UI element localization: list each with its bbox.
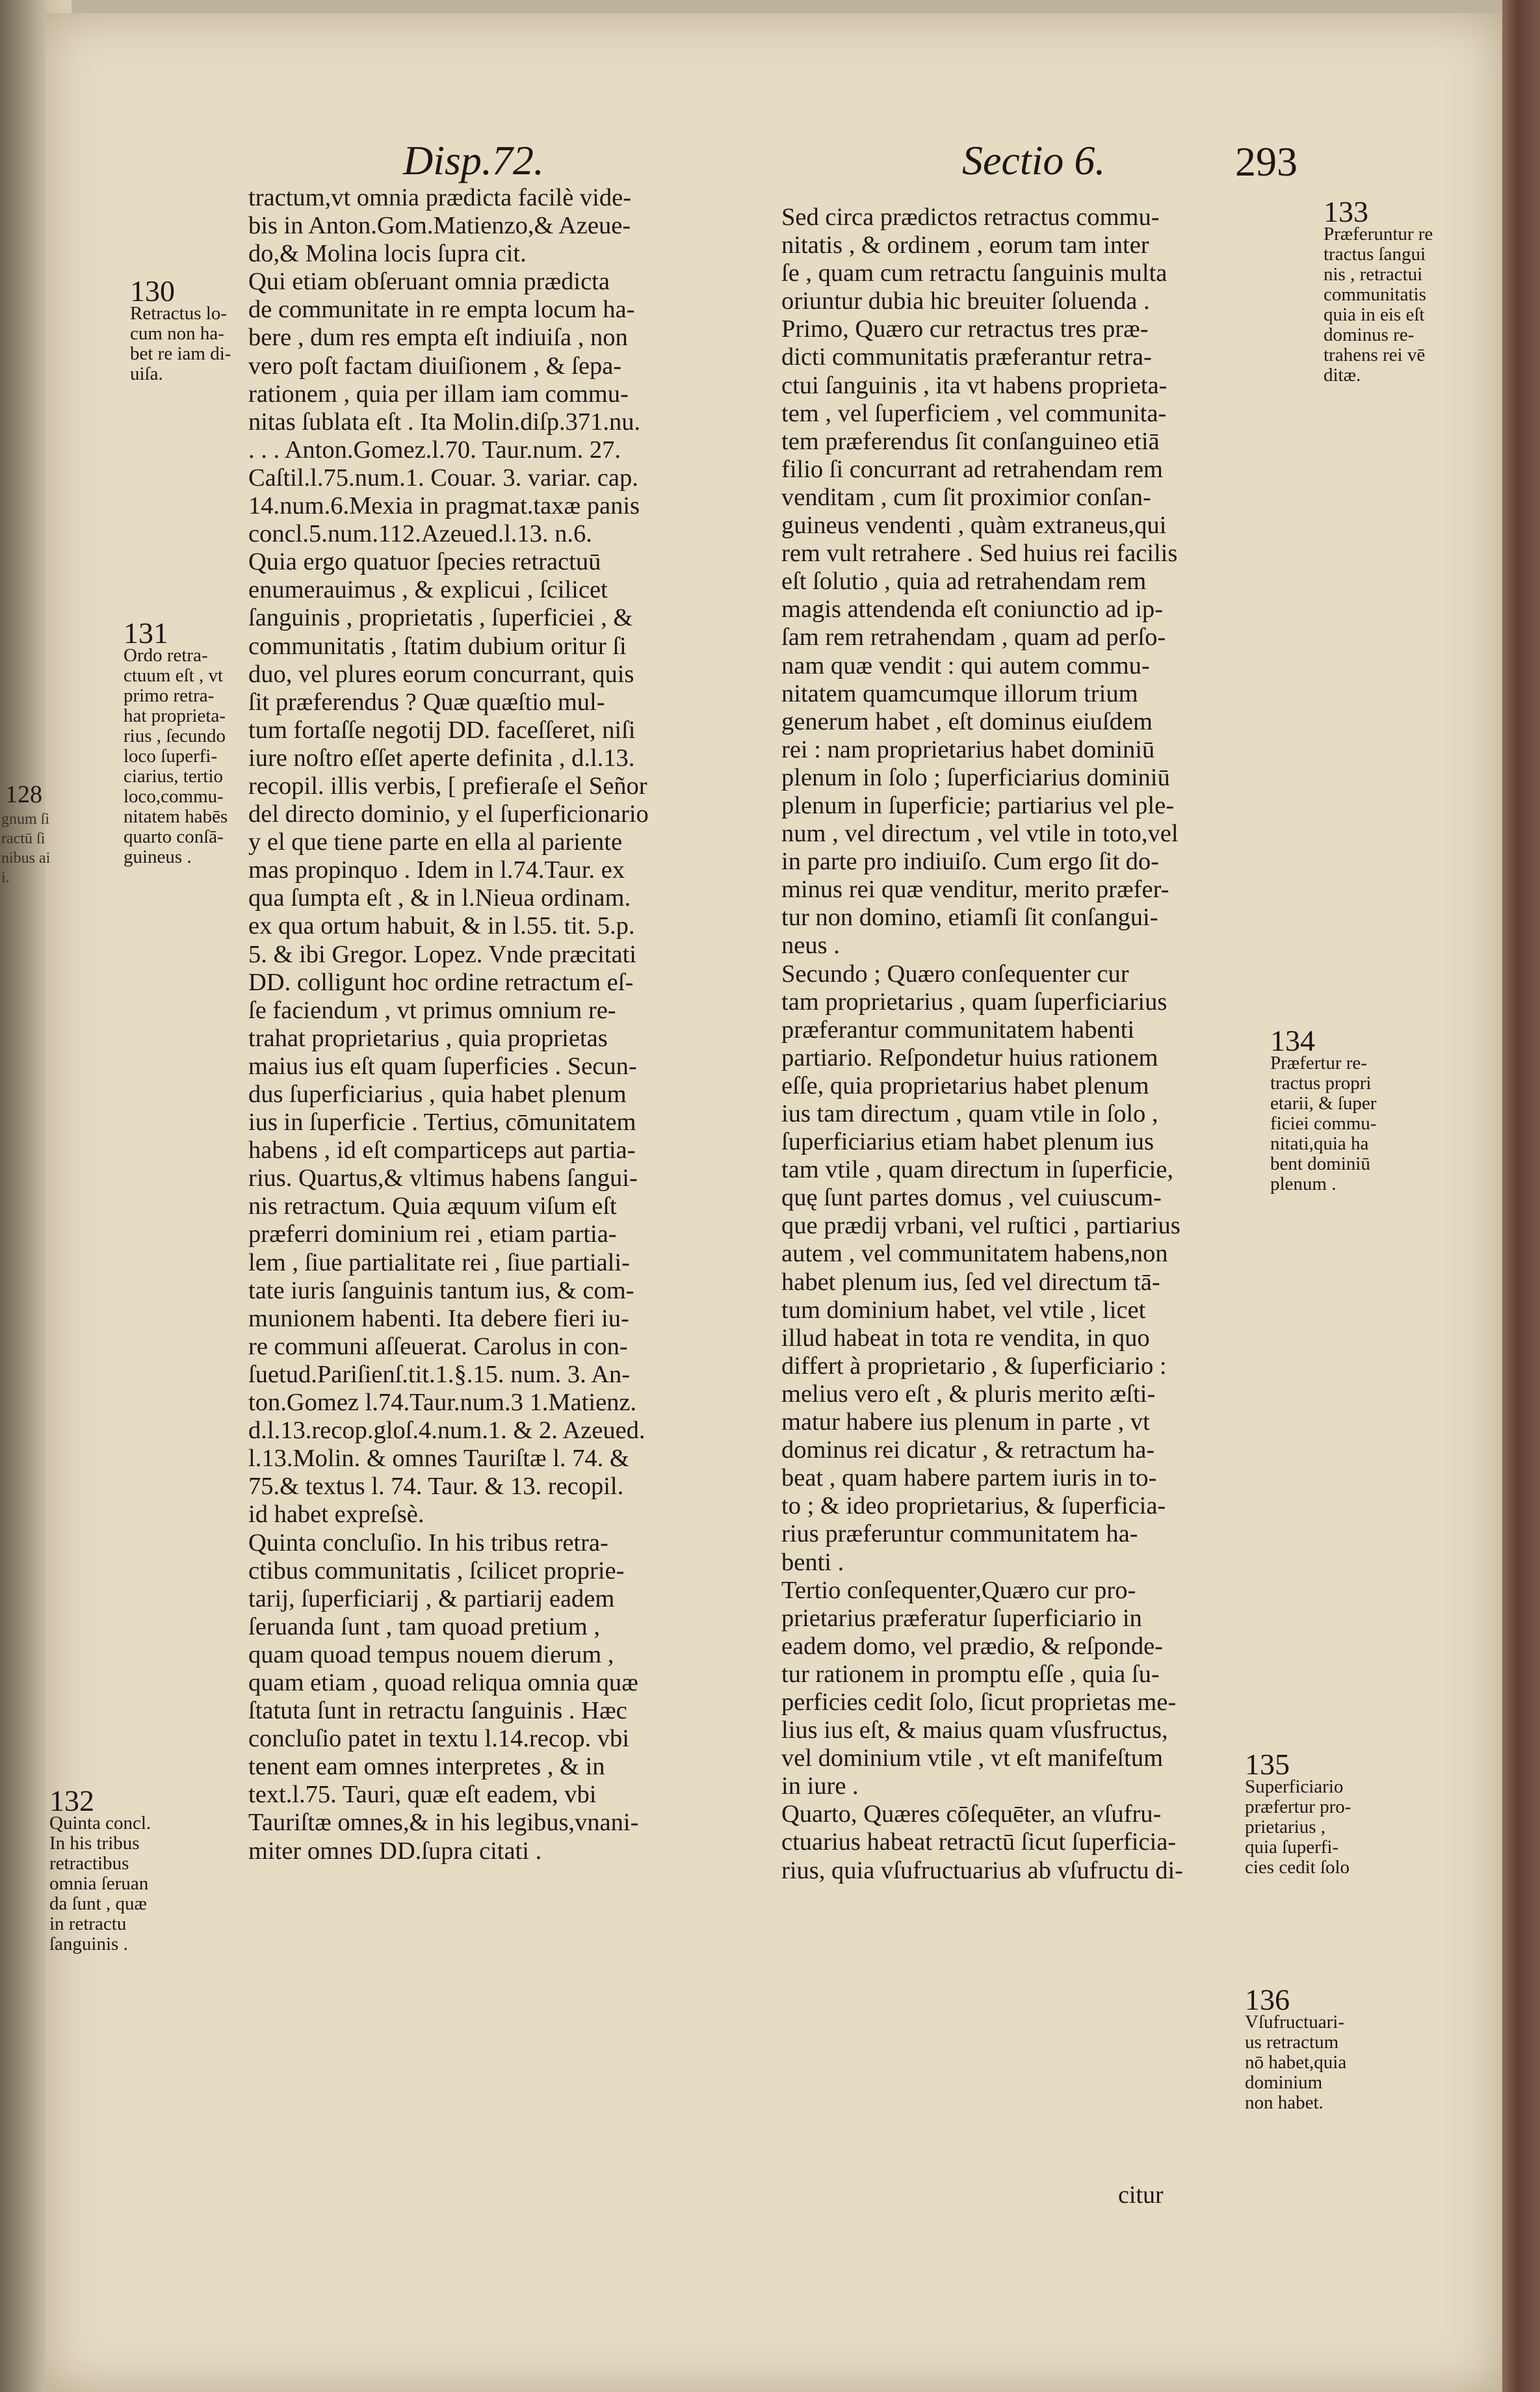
text-line: ſeruanda ſunt , tam quoad pretium ,: [248, 1612, 600, 1640]
margin-note-line: dominus re-: [1324, 324, 1415, 345]
margin-note-line: In his tribus: [49, 1833, 140, 1854]
text-line: eſſe, quia proprietarius habet plenum: [781, 1071, 1149, 1099]
text-line: in parte pro indiuiſo. Cum ergo ſit do-: [781, 848, 1159, 876]
text-line: Quarto, Quæres cōſequēter, an vſufru-: [781, 1800, 1162, 1828]
text-line: tum dominium habet, vel vtile , licet: [781, 1296, 1146, 1324]
margin-note-line: Vſufructuari-: [1245, 2012, 1344, 2032]
text-line: tam proprietarius , quam ſuperficiarius: [781, 988, 1168, 1016]
text-line: ius in ſuperficie . Tertius, cōmunitatem: [248, 1109, 636, 1137]
text-line: enumerauimus , & explicui , ſcilicet: [248, 576, 608, 604]
text-line: re communi aſſeuerat. Carolus in con-: [248, 1332, 628, 1360]
text-line: ſtatuta ſunt in retractu ſanguinis . Hæc: [248, 1697, 627, 1725]
text-line: partiario. Reſpondetur huius rationem: [781, 1044, 1158, 1071]
text-line: concl.5.num.112.Azeued.l.13. n.6.: [248, 520, 592, 548]
margin-note-line: rius , ſecundo: [124, 726, 226, 746]
text-line: matur habere ius plenum in parte , vt: [781, 1408, 1150, 1436]
right-text-column: [781, 204, 1288, 1885]
text-line: bis in Anton.Gom.Matienzo,& Azeue-: [248, 212, 631, 240]
margin-note-line: Quinta concl.: [49, 1813, 151, 1833]
text-line: plenum in ſolo ; ſuperficiarius dominiū: [781, 763, 1170, 791]
margin-note-line: ctuum eſt , vt: [124, 665, 224, 686]
text-line: plenum in ſuperficie; partiarius vel ple-: [781, 791, 1175, 819]
margin-note-line: quarto conſā-: [124, 826, 224, 847]
text-line: nitatis , & ordinem , eorum tam inter: [781, 231, 1149, 259]
text-line: del directo dominio, y el ſuperficionario: [248, 800, 649, 828]
margin-note-line: nitati,quia ha: [1270, 1133, 1369, 1154]
margin-note-134: [1270, 1024, 1377, 1194]
margin-note-line: Ordo retra-: [124, 645, 208, 666]
text-line: ctui ſanguinis , ita vt habens proprieta-: [781, 371, 1168, 399]
text-line: id habet expreſsè.: [248, 1501, 424, 1529]
margin-note-line: loco,commu-: [124, 786, 224, 807]
text-line: melius vero eſt , & pluris merito æſti-: [781, 1380, 1156, 1408]
text-line: rem vult retrahere . Sed huius rei facilis: [781, 540, 1178, 568]
text-line: communitatis , ſtatim dubium oritur ſi: [248, 632, 627, 660]
text-line: lius ius eſt, & maius quam vſusfructus,: [781, 1716, 1168, 1744]
margin-note-136: [1245, 1983, 1347, 2113]
text-line: Sed circa prædictos retractus commu-: [781, 204, 1160, 231]
text-line: DD. colligunt hoc ordine retractum eſ-: [248, 968, 634, 996]
text-line: ſe , quam cum retractu ſanguinis multa: [781, 259, 1168, 287]
text-line: 75.& textus l. 74. Taur. & 13. recopil.: [248, 1473, 624, 1501]
text-line: guineus vendenti , quàm extraneus,qui: [781, 512, 1167, 540]
text-line: quam etiam , quoad reliqua omnia quæ: [248, 1668, 638, 1696]
text-line: autem , vel communitatem habens,non: [781, 1240, 1168, 1268]
text-line: magis attendenda eſt coniunctio ad ip-: [781, 596, 1163, 624]
margin-note-line: nis , retractui: [1324, 264, 1423, 285]
margin-note-line: ditæ.: [1324, 365, 1361, 386]
facing-page-fragments: [1, 809, 50, 887]
margin-note-number: 133: [1324, 195, 1368, 228]
text-line: qua ſumpta eſt , & in l.Nieua ordinam.: [248, 884, 631, 912]
text-line: ius tam directum , quam vtile in ſolo ,: [781, 1100, 1158, 1127]
margin-note-line: cies cedit ſolo: [1245, 1857, 1350, 1878]
margin-note-line: ficiei commu-: [1270, 1113, 1377, 1134]
text-line: dus ſuperficiarius , quia habet plenum: [248, 1081, 627, 1108]
margin-note-line: etarii, & ſuper: [1270, 1093, 1377, 1114]
margin-note-line: præfertur pro-: [1245, 1796, 1351, 1817]
text-line: tam vtile , quam directum in ſuperficie,: [781, 1156, 1173, 1184]
text-line: lem , ſiue partialitate rei , ſiue partiali-: [248, 1248, 630, 1276]
margin-note-line: bent dominiū: [1270, 1153, 1370, 1174]
margin-note-line: dominium: [1245, 2072, 1323, 2093]
text-line: trahat proprietarius , quia proprietas: [248, 1024, 608, 1052]
margin-note-line: Præferuntur re: [1324, 224, 1433, 244]
page-number: 293: [1235, 138, 1298, 185]
margin-note-number: 134: [1270, 1024, 1315, 1057]
text-line: l.13.Molin. & omnes Tauriſtæ l. 74. &: [248, 1445, 629, 1473]
text-line: habens , id eſt comparticeps aut partia-: [248, 1137, 636, 1164]
margin-note-line: plenum .: [1270, 1174, 1337, 1194]
text-line: ſit præferendus ? Quæ quæſtio mul-: [248, 688, 605, 716]
text-line: nis retractum. Quia æquum viſum eſt: [248, 1192, 617, 1220]
text-line: ctuarius habeat retractū ſicut ſuperficia-: [781, 1828, 1177, 1856]
margin-note-line: tractus ſangui: [1324, 244, 1426, 265]
text-line: vero poſt factam diuiſionem , & ſepa-: [248, 352, 622, 380]
text-line: ton.Gomez l.74.Taur.num.3 1.Matienz.: [248, 1389, 637, 1417]
text-line: y el que tiene parte en ella al pariente: [248, 828, 623, 856]
margin-note-line: in retractu: [49, 1913, 127, 1934]
header-disputation: Disp.72.: [403, 137, 544, 183]
text-line: perficies cedit ſolo, ſicut proprietas me-: [781, 1688, 1177, 1716]
text-line: Secundo ; Quæro conſequenter cur: [781, 960, 1129, 988]
text-line: differt à proprietario , & ſuperficiario :: [781, 1352, 1167, 1380]
text-line: d.l.13.recop.gloſ.4.num.1. & 2. Azeued.: [248, 1417, 646, 1445]
margin-note-line: retractibus: [49, 1853, 129, 1874]
text-line: duo, vel plures eorum concurrant, quis: [248, 660, 634, 688]
margin-note-line: quia ſuperfi-: [1245, 1837, 1339, 1858]
text-line: ex qua ortum habuit, & in l.55. tit. 5.p.: [248, 912, 635, 940]
margin-note-line: ciarius, tertio: [124, 766, 224, 787]
text-line: 14.num.6.Mexia in pragmat.taxæ panis: [248, 492, 640, 520]
text-line: beat , quam habere partem iuris in to-: [781, 1464, 1157, 1492]
text-line: illud habeat in tota re vendita, in quo: [781, 1324, 1150, 1352]
text-line: do,& Molina locis ſupra cit.: [248, 240, 527, 268]
text-line: eadem domo, vel prædio, & reſponde-: [781, 1632, 1163, 1660]
margin-note-number: 131: [124, 616, 168, 650]
text-line: ſuetud.Pariſienſ.tit.1.§.15. num. 3. An-: [248, 1360, 631, 1388]
margin-note-130: [130, 274, 231, 384]
text-line: num , vel directum , vel vtile in toto,vel: [781, 820, 1179, 848]
edge-fragment-line: ractū ſi: [1, 830, 46, 847]
edge-fragment-line: gnum ſi: [1, 811, 50, 828]
text-line: 5. & ibi Gregor. Lopez. Vnde præcitati: [248, 940, 636, 968]
text-line: nitas ſublata eſt . Ita Molin.diſp.371.nu.: [248, 408, 641, 436]
margin-note-line: communitatis: [1324, 284, 1426, 305]
text-line: vel dominium vtile , vt eſt manifeſtum: [781, 1744, 1164, 1772]
text-line: quę ſunt partes domus , vel cuiuscum-: [781, 1184, 1162, 1212]
margin-note-line: Præfertur re-: [1270, 1053, 1367, 1073]
text-line: . . . Anton.Gomez.l.70. Taur.num. 27.: [248, 436, 621, 464]
text-line: tem præferendus ſit conſanguineo etiā: [781, 427, 1160, 455]
text-line: præferri dominium rei , etiam partia-: [248, 1220, 617, 1248]
text-line: tractum,vt omnia prædicta facilè vide-: [248, 184, 632, 211]
text-line: prietarius præferatur ſuperficiario in: [781, 1604, 1142, 1632]
text-line: Caſtil.l.75.num.1. Couar. 3. variar. cap.: [248, 464, 638, 492]
margin-note-135: [1245, 1748, 1351, 1878]
text-line: filio ſi concurrant ad retrahendam rem: [781, 455, 1163, 483]
text-line: Tertio conſequenter,Quæro cur pro-: [781, 1576, 1136, 1604]
text-line: ſuperficiarius etiam habet plenum ius: [781, 1128, 1155, 1156]
margin-note-line: non habet.: [1245, 2092, 1324, 2113]
margin-note-line: nitatem habēs: [124, 806, 228, 827]
text-line: generum habet , eſt dominus eiuſdem: [781, 707, 1153, 735]
margin-note-line: tractus propri: [1270, 1073, 1372, 1094]
margin-note-line: prietarius ,: [1245, 1817, 1326, 1837]
text-line: ſam rem retrahendam , quam ad perſo-: [781, 624, 1166, 651]
text-line: rius. Quartus,& vltimus habens ſangui-: [248, 1164, 638, 1192]
text-line: tur non domino, etiamſi ſit conſangui-: [781, 904, 1158, 932]
margin-note-133: [1324, 195, 1433, 386]
text-line: recopil. illis verbis, [ prefieraſe el Señor: [248, 772, 647, 800]
text-line: dicti communitatis præferantur retra-: [781, 343, 1152, 371]
text-line: Primo, Quæro cur retractus tres præ-: [781, 315, 1149, 343]
edge-fragment-line: i.: [1, 869, 10, 886]
text-line: Qui etiam obſeruant omnia prædicta: [248, 268, 610, 296]
text-line: miter omnes DD.ſupra citati .: [248, 1837, 542, 1865]
text-line: benti .: [781, 1548, 844, 1576]
text-line: rei : nam proprietarius habet dominiū: [781, 735, 1155, 763]
margin-note-131: [124, 616, 228, 867]
text-line: præferantur communitatem habenti: [781, 1016, 1135, 1044]
text-line: tur rationem in promptu eſſe , quia ſu-: [781, 1660, 1160, 1688]
margin-note-line: bet re iam di-: [130, 343, 231, 364]
text-line: venditam , cum ſit proximior conſan-: [781, 483, 1151, 511]
edge-fragment-line: nibus ai: [1, 850, 51, 867]
margin-note-line: hat proprieta-: [124, 705, 226, 726]
text-line: maius ius eſt quam ſuperficies . Secun-: [248, 1052, 637, 1080]
text-line: quam quoad tempus nouem dierum ,: [248, 1640, 614, 1668]
margin-note-number: 136: [1245, 1983, 1290, 2016]
margin-note-number: 135: [1245, 1748, 1290, 1781]
margin-note-number: 130: [130, 274, 175, 308]
margin-note-number: 132: [49, 1784, 94, 1817]
margin-note-line: Retractus lo-: [130, 303, 227, 324]
text-line: tem , vel ſuperficiem , vel communita-: [781, 399, 1167, 427]
text-line: ſanguinis , proprietatis , ſuperficiei , &: [248, 604, 633, 632]
text-line: nitatem quamcumque illorum trium: [781, 679, 1138, 707]
text-line: que prædij vrbani, vel ruſtici , partiarius: [781, 1212, 1181, 1240]
text-line: nam quæ vendit : qui autem commu-: [781, 651, 1150, 679]
header-section: Sectio 6.: [962, 137, 1106, 183]
page-edge: [1502, 0, 1540, 2392]
margin-note-line: uiſa.: [130, 363, 163, 384]
text-line: minus rei quæ venditur, merito præfer-: [781, 876, 1169, 904]
margin-note-line: Superficiario: [1245, 1776, 1344, 1797]
text-line: neus .: [781, 932, 840, 960]
facing-page-margin-number: 128: [5, 781, 42, 808]
margin-note-line: nō habet,quia: [1245, 2052, 1347, 2073]
text-line: tarij, ſuperficiarij , & partiarij eadem: [248, 1584, 615, 1612]
margin-note-line: primo retra-: [124, 685, 215, 706]
catchword: citur: [1118, 2181, 1164, 2209]
margin-note-line: quia in eis eſt: [1324, 304, 1425, 325]
text-line: habet plenum ius, ſed vel directum tā-: [781, 1268, 1160, 1296]
text-line: de communitate in re empta locum ha-: [248, 296, 635, 324]
text-line: Tauriſtæ omnes,& in his legibus,vnani-: [248, 1809, 639, 1837]
text-line: eſt ſolutio , quia ad retrahendam rem: [781, 568, 1147, 596]
text-line: mas propinquo . Idem in l.74.Taur. ex: [248, 856, 625, 884]
text-line: Quia ergo quatuor ſpecies retractuū: [248, 548, 601, 576]
text-line: bere , dum res empta eſt indiuiſa , non: [248, 324, 628, 352]
text-line: iure noſtro eſſet aperte definita , d.l.13.: [248, 744, 635, 772]
text-line: tate iuris ſanguinis tantum ius, & com-: [248, 1276, 634, 1304]
text-line: tenent eam omnes interpretes , & in: [248, 1753, 605, 1781]
margin-note-line: ſanguinis .: [49, 1934, 128, 1954]
text-line: to ; & ideo proprietarius, & ſuperficia-: [781, 1492, 1166, 1520]
text-line: rationem , quia per illam iam commu-: [248, 380, 629, 408]
margin-note-line: omnia ſeruan: [49, 1873, 149, 1894]
margin-note-line: trahens rei vē: [1324, 345, 1426, 365]
margin-note-line: us retractum: [1245, 2032, 1339, 2053]
margin-note-line: guineus .: [124, 847, 192, 867]
margin-note-line: cum non ha-: [130, 323, 224, 344]
text-line: oriuntur dubia hic breuiter ſoluenda .: [781, 287, 1150, 315]
text-line: text.l.75. Tauri, quæ eſt eadem, vbi: [248, 1781, 597, 1809]
text-line: rius præferuntur communitatem ha-: [781, 1520, 1138, 1548]
text-line: dominus rei dicatur , & retractum ha-: [781, 1436, 1155, 1464]
text-line: concluſio patet in textu l.14.recop. vbi: [248, 1725, 629, 1753]
text-line: munionem habenti. Ita debere fieri iu-: [248, 1304, 629, 1332]
text-line: tum fortaſſe negotij DD. faceſſeret, niſi: [248, 716, 636, 744]
margin-note-line: da ſunt , quæ: [49, 1893, 147, 1914]
left-text-column: [248, 184, 729, 1865]
text-line: rius, quia vſufructuarius ab vſufructu di-: [781, 1856, 1183, 1884]
margin-note-line: loco ſuperfi-: [124, 746, 218, 767]
text-line: ctibus communitatis , ſcilicet proprie-: [248, 1557, 625, 1584]
text-line: Quinta concluſio. In his tribus retra-: [248, 1529, 608, 1557]
text-line: ſe faciendum , vt primus omnium re-: [248, 996, 616, 1024]
text-line: in iure .: [781, 1772, 859, 1800]
margin-note-132: [49, 1784, 151, 1954]
